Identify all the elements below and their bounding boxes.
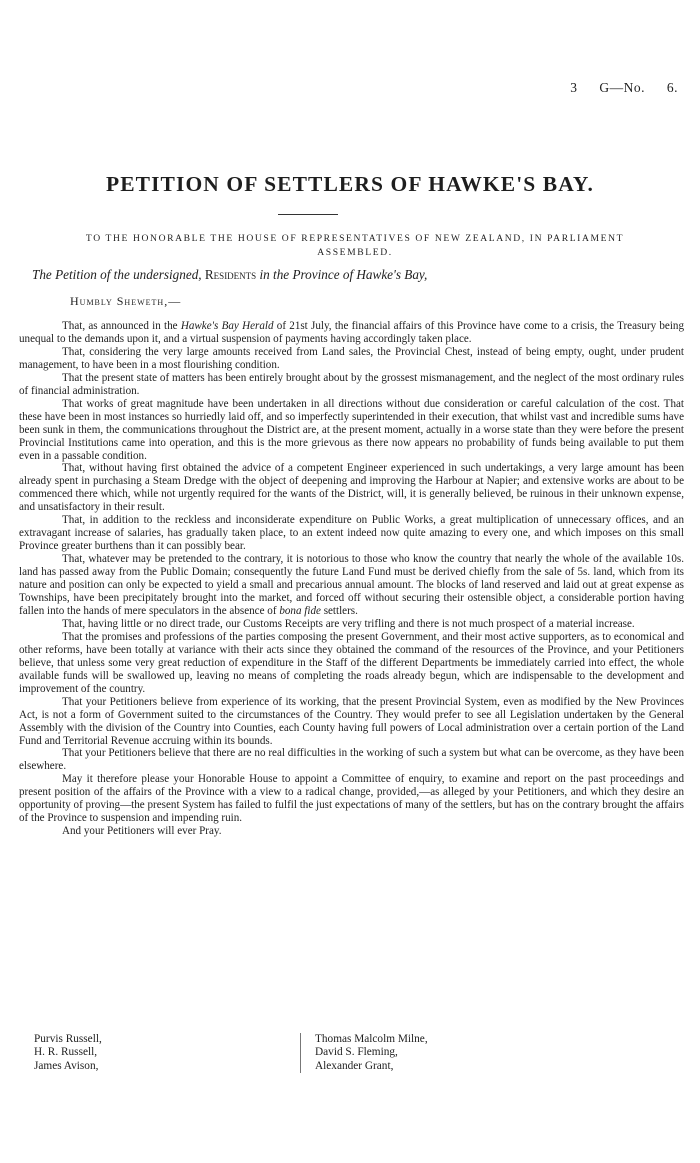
- document-title: PETITION OF SETTLERS OF HAWKE'S BAY.: [105, 172, 595, 196]
- paragraph: [19, 747, 684, 773]
- paragraph-text: That your Petitioners believe from experience of its working, that the present Provincial System, even as modified by the New Provinces Act, is not a form of Government suited to the circumstances of the Country. They would prefer to see all Legislation undertaken by the General Assembly with the division of the Country into Counties, each County having full powers of Local administration over a certain portion of the Land Fund and Territorial Revenue accruing within its bounds.: [19, 695, 684, 747]
- signature-column-left: [34, 1033, 102, 1073]
- signatory: Purvis Russell,: [34, 1033, 102, 1045]
- greeting: Humbly Sheweth,—: [70, 294, 182, 308]
- paragraph-text: That the promises and professions of the parties composing the present Government, and their most active supporters, as to economical and other reforms, have been totally at variance with their acts since they obtained the command of the resources of the Province, and your Petitioners believe, that unless some very great reduction of expenditure in the Staff of the different Departments be immediately carried into effect, the whole available funds will be swallowed up, leaving no means of completing the roads already begun, which are indispensable to the development and improvement of the country.: [19, 630, 684, 695]
- paragraph-text: That, in addition to the reckless and inconsiderate expenditure on Public Works, a great multiplication of unnecessary offices, and an extravagant increase of salaries, has gradually taken place, to an extent indeed now quite amazing to every one, and which imposes on this small Province greater burthens than it can possibly bear.: [19, 514, 684, 553]
- petition-intro: [32, 267, 672, 283]
- petition-body: [19, 320, 684, 838]
- paragraph-text: of 21st July, the financial affairs of this Province have come to a crisis, the Treasury being unequal to the demands upon it, and a virtual suspension of payments having accordingly taken place.: [19, 320, 685, 345]
- signatory: David S. Fleming,: [315, 1046, 398, 1059]
- paragraph: [19, 398, 684, 463]
- paragraph: [19, 825, 684, 838]
- signatory: Thomas Malcolm Milne,: [315, 1033, 428, 1045]
- paragraph-text: That the present state of matters has been entirely brought about by the grossest mismanagement, and the neglect of the most ordinary rules of financial administration.: [19, 371, 684, 397]
- address-line: TO THE HONORABLE THE HOUSE OF REPRESENTATIVES OF NEW ZEALAND, IN PARLIAMENT ASSEMBLED.: [85, 233, 625, 258]
- signatory: Alexander Grant,: [315, 1059, 394, 1072]
- paragraph-text: And your Petitioners will ever Pray.: [62, 825, 222, 838]
- intro-after: in the Province of Hawke's Bay,: [256, 267, 428, 282]
- paragraph: [19, 696, 684, 748]
- paragraph-text: That your Petitioners believe that there are no real difficulties in the working of such a system but what can be overcome, as they have been elsewhere.: [19, 747, 684, 773]
- page-reference: [570, 80, 678, 96]
- italic-phrase: bona fide: [279, 604, 321, 617]
- paragraph: [19, 631, 684, 696]
- paragraph: [19, 618, 684, 631]
- paragraph: [19, 320, 684, 346]
- signatory: H. R. Russell,: [34, 1046, 98, 1059]
- title-divider: [278, 214, 338, 215]
- paragraph-text: That, considering the very large amounts received from Land sales, the Provincial Chest, instead of being empty, ought, under prudent management, to have been in a most flourishing condition.: [19, 345, 684, 371]
- paragraph: [19, 462, 684, 514]
- paragraph-text: May it therefore please your Honorable House to appoint a Committee of enquiry, to examine and report on the past proceedings and present position of the affairs of the Province with a view to a radical change, provided,—as alleged by your Petitioners, and which they desire an opportunity of proving—the present System has failed to fulfil the just expectations of many of the settlers, but has on the contrary brought the affairs of the Province to suspension and impending ruin.: [19, 773, 684, 825]
- paragraph-text: That, whatever may be pretended to the contrary, it is notorious to those who know the country that nearly the whole of the available 10s. land has passed away from the Public Domain; consequently the future Land Fund must be derived chiefly from the sale of 5s. land, which from its nature and position can only be expected to yield a small and precarious annual amount. The blocks of land reserved and laid out at great expense as Townships, have been precipitately brought into the market, and forced off without securing their ostensible object, a considerable portion having fallen into the hands of mere speculators in the absence of: [19, 553, 684, 617]
- page-number: 3: [570, 80, 578, 95]
- signature-column-right: [300, 1033, 428, 1073]
- signatory: James Avison,: [34, 1059, 99, 1072]
- paragraph-text: That, having little or no direct trade, our Customs Receipts are very trifling and there is not much prospect of a material increase.: [62, 617, 635, 630]
- paragraph-text: That works of great magnitude have been undertaken in all directions without due consideration or careful calculation of the cost. That these have been in most instances so hurriedly laid off, and so imperfectly superintended in their execution, that whilst vast and incredible sums have been sunk in them, the communications throughout the District are, at the present moment, actually in a worse state than they were before the present Provincial Institutions came into operation, and this is the more grievous as there now appears no probability of funds being available to put them even in a passable condition.: [19, 397, 684, 462]
- paragraph: [19, 372, 684, 398]
- paragraph-text: That, without having first obtained the advice of a competent Engineer experienced in such undertakings, a very large amount has been already spent in purchasing a Steam Dredge with the object of deepening and improving the Harbour at Napier; and extensive works are about to be commenced there which, while not urgently required for the wants of the District, will, it is generally believed, be ruinous in their unknown expense, and unsatisfactory in their result.: [19, 462, 684, 514]
- paragraph: [19, 553, 684, 618]
- newspaper-title: Hawke's Bay Herald: [180, 320, 274, 332]
- intro-before: The Petition of the undersigned,: [32, 267, 205, 282]
- paragraph: [19, 346, 684, 372]
- document-code: G—No. 6.: [599, 80, 678, 95]
- paragraph: [19, 773, 684, 825]
- paragraph-text: That, as announced in the: [62, 320, 181, 332]
- paragraph-text: settlers.: [320, 604, 358, 617]
- paragraph: [19, 514, 684, 553]
- intro-residents: Residents: [204, 267, 257, 282]
